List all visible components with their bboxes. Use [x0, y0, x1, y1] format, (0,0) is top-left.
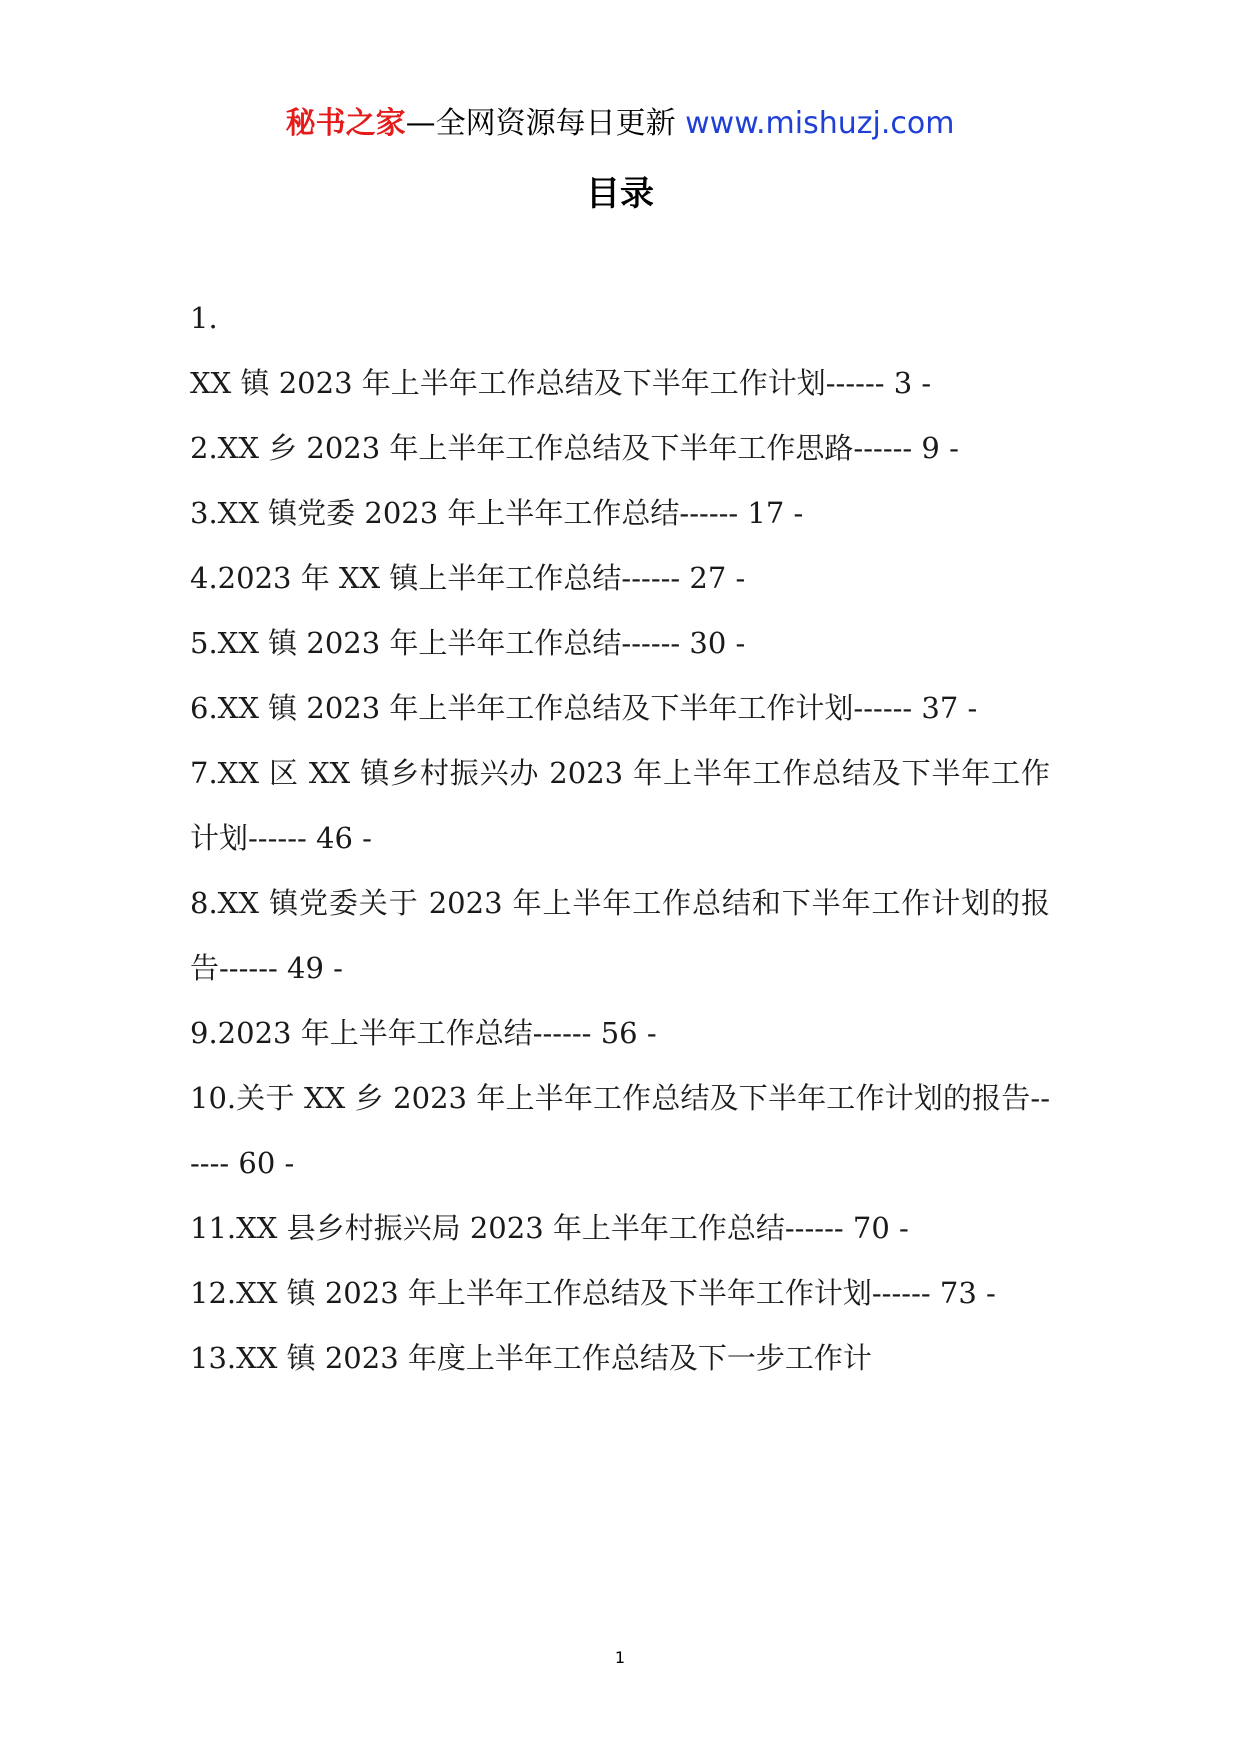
- toc-entry[interactable]: 8.XX 镇党委关于 2023 年上半年工作总结和下半年工作计划的报告------ 49 -: [190, 886, 1050, 985]
- table-of-contents: [190, 286, 1050, 1391]
- toc-entry[interactable]: 10.关于 XX 乡 2023 年上半年工作总结及下半年工作计划的报告------ 60 -: [190, 1081, 1050, 1180]
- toc-entry[interactable]: 9.2023 年上半年工作总结------ 56 -: [190, 1016, 657, 1050]
- toc-entry[interactable]: 3.XX 镇党委 2023 年上半年工作总结------ 17 -: [190, 496, 804, 530]
- toc-entry[interactable]: 13.XX 镇 2023 年度上半年工作总结及下一步工作计: [190, 1341, 872, 1375]
- site-url-link[interactable]: www.mishuzj.com: [685, 106, 955, 141]
- toc-entry[interactable]: 2.XX 乡 2023 年上半年工作总结及下半年工作思路------ 9 -: [190, 431, 959, 465]
- toc-entry[interactable]: 12.XX 镇 2023 年上半年工作总结及下半年工作计划------ 73 -: [190, 1276, 996, 1310]
- page-number: 1: [614, 1648, 626, 1667]
- toc-entry[interactable]: 1.: [190, 301, 218, 335]
- brand-name: 秘书之家: [285, 106, 406, 141]
- site-header: [0, 104, 1240, 144]
- page-title: 目录: [586, 174, 654, 214]
- toc-entry[interactable]: 5.XX 镇 2023 年上半年工作总结------ 30 -: [190, 626, 746, 660]
- toc-entry[interactable]: 7.XX 区 XX 镇乡村振兴办 2023 年上半年工作总结及下半年工作计划------ 46 -: [190, 756, 1050, 855]
- toc-entry[interactable]: 6.XX 镇 2023 年上半年工作总结及下半年工作计划------ 37 -: [190, 691, 978, 725]
- toc-entry[interactable]: XX 镇 2023 年上半年工作总结及下半年工作计划------ 3 -: [190, 366, 932, 400]
- toc-entry[interactable]: 4.2023 年 XX 镇上半年工作总结------ 27 -: [190, 561, 746, 595]
- header-tagline: —全网资源每日更新: [405, 106, 676, 141]
- toc-entry[interactable]: 11.XX 县乡村振兴局 2023 年上半年工作总结------ 70 -: [190, 1211, 909, 1245]
